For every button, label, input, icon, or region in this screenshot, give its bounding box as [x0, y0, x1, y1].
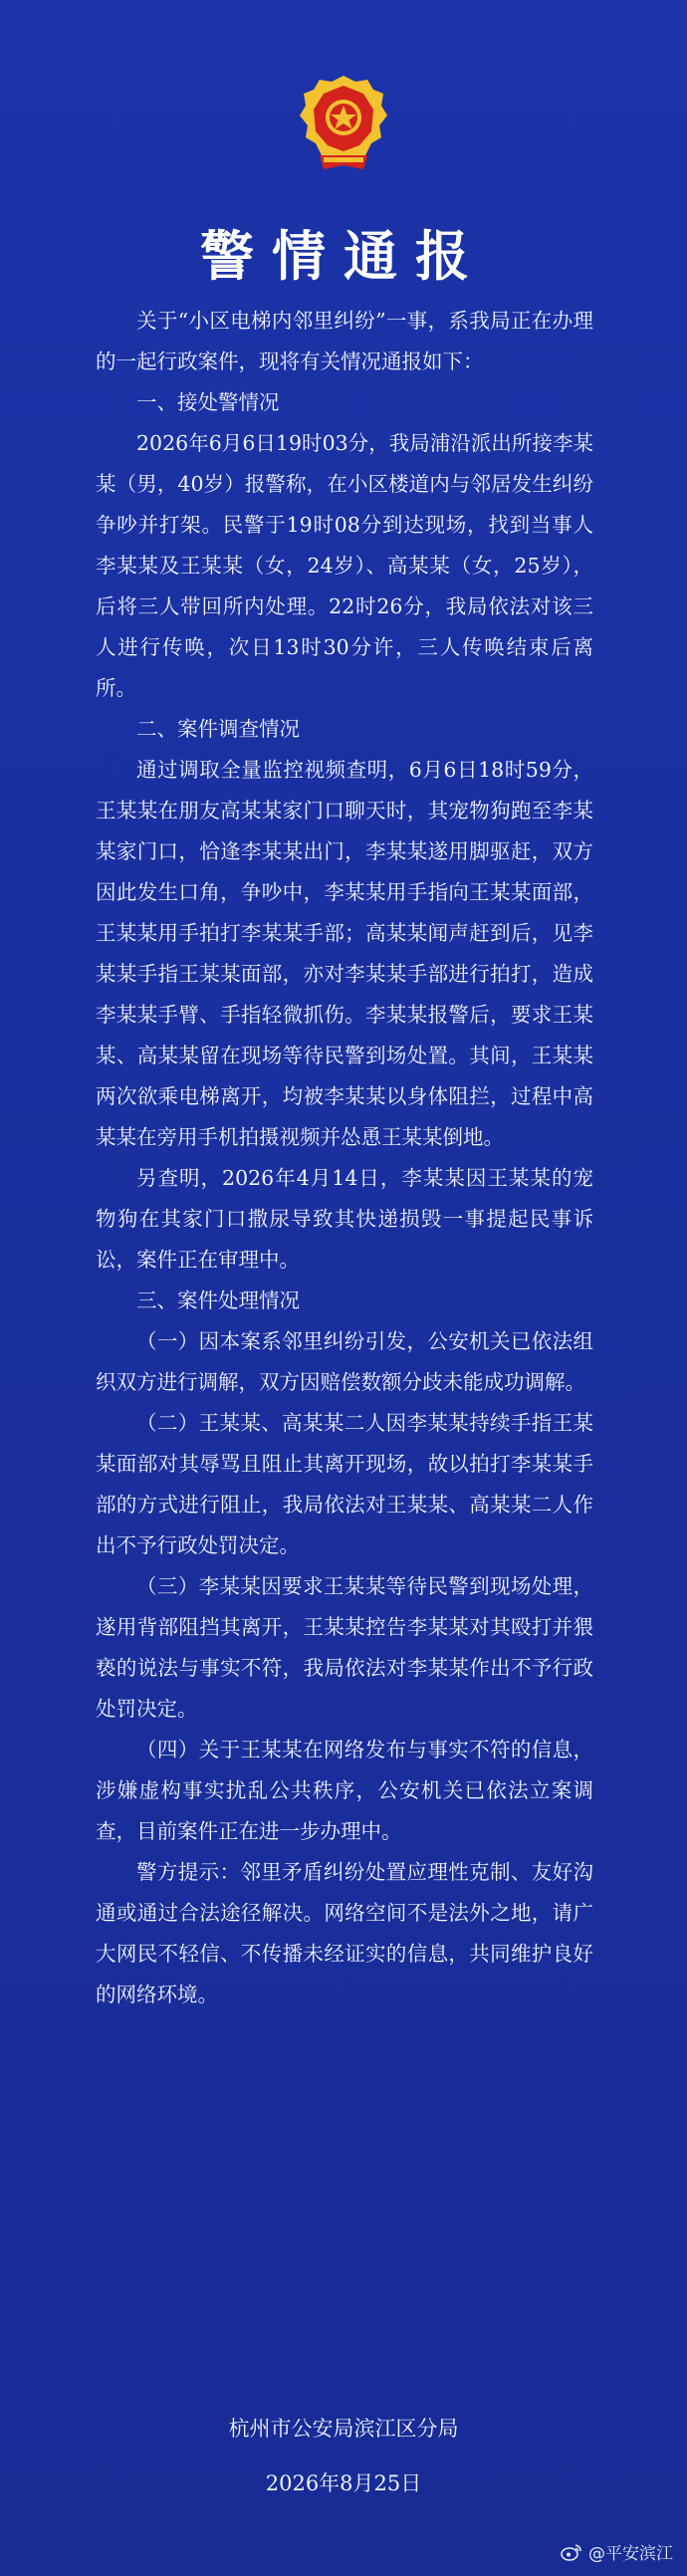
section-paragraph: 另查明，2026年4月14日，李某某因王某某的宠物狗在其家门口撒尿导致其快递损毁一事提起民事诉讼，案件正在审理中。 — [96, 1166, 593, 1272]
section-heading: 三、案件处理情况 — [136, 1288, 300, 1312]
signature-org: 杭州市公安局滨江区分局 — [228, 2417, 459, 2441]
signature-date: 2026年8月25日 — [265, 2471, 422, 2495]
section-paragraph: 2026年6月6日19时03分，我局浦沿派出所接李某某（男，40岁）报警称，在小区楼道内与邻居发生纠纷争吵并打架。民警于19时08分到达现场，找到当事人李某某及王某某（女，24岁）、高某某（女，25岁），后将三人带回所内处理。22时26分，我局依法对该三人进行传唤，次日13时30分许，三人传唤结束后离所。 — [96, 431, 593, 700]
watermark-text: @平安滨江 — [588, 2544, 673, 2564]
section-paragraph: （四）关于王某某在网络发布与事实不符的信息，涉嫌虚构事实扰乱公共秩序，公安机关已依法立案调查，目前案件正在进一步办理中。 — [96, 1738, 593, 1843]
section-paragraph: （二）王某某、高某某二人因李某某持续手指王某某面部对其辱骂且阻止其离开现场，故以拍打李某某手部的方式进行阻止，我局依法对王某某、高某某二人作出不予行政处罚决定。 — [96, 1411, 593, 1557]
police-emblem-icon — [294, 72, 393, 175]
notice-title: 警情通报 — [200, 224, 487, 288]
section-paragraph: 通过调取全量监控视频查明，6月6日18时59分，王某某在朋友高某某家门口聊天时，其宠物狗跑至李某某家门口，恰逢李某某出门，李某某遂用脚驱赶，双方因此发生口角，争吵中，李某某用手指向王某某面部，王某某用手拍打李某某手部；高某某闻声赶到后，见李某某手指王某某面部，亦对李某某手部进行拍打，造成李某某手臂、手指轻微抓伤。李某某报警后，要求王某某、高某某留在现场等待民警到场处置。其间，王某某两次欲乘电梯离开，均被李某某以身体阻拦，过程中高某某在旁用手机拍摄视频并怂恿王某某倒地。 — [96, 758, 593, 1149]
section-heading: 一、接处警情况 — [136, 390, 280, 414]
section-paragraph: （三）李某某因要求王某某等待民警到现场处理，遂用背部阻挡其离开，王某某控告李某某对其殴打并猥亵的说法与事实不符，我局依法对李某某作出不予行政处罚决定。 — [96, 1574, 593, 1721]
intro-paragraph: 关于“小区电梯内邻里纠纷”一事，系我局正在办理的一起行政案件，现将有关情况通报如下： — [96, 309, 593, 373]
notice-body — [96, 301, 593, 2015]
weibo-watermark — [561, 2539, 673, 2564]
section-heading: 二、案件调查情况 — [136, 717, 300, 741]
section-paragraph: （一）因本案系邻里纠纷引发，公安机关已依法组织双方进行调解，双方因赔偿数额分歧未能成功调解。 — [96, 1329, 593, 1394]
weibo-icon — [561, 2543, 582, 2561]
warning-paragraph: 警方提示：邻里矛盾纠纷处置应理性克制、友好沟通或通过合法途径解决。网络空间不是法外之地，请广大网民不轻信、不传播未经证实的信息，共同维护良好的网络环境。 — [96, 1860, 593, 2006]
